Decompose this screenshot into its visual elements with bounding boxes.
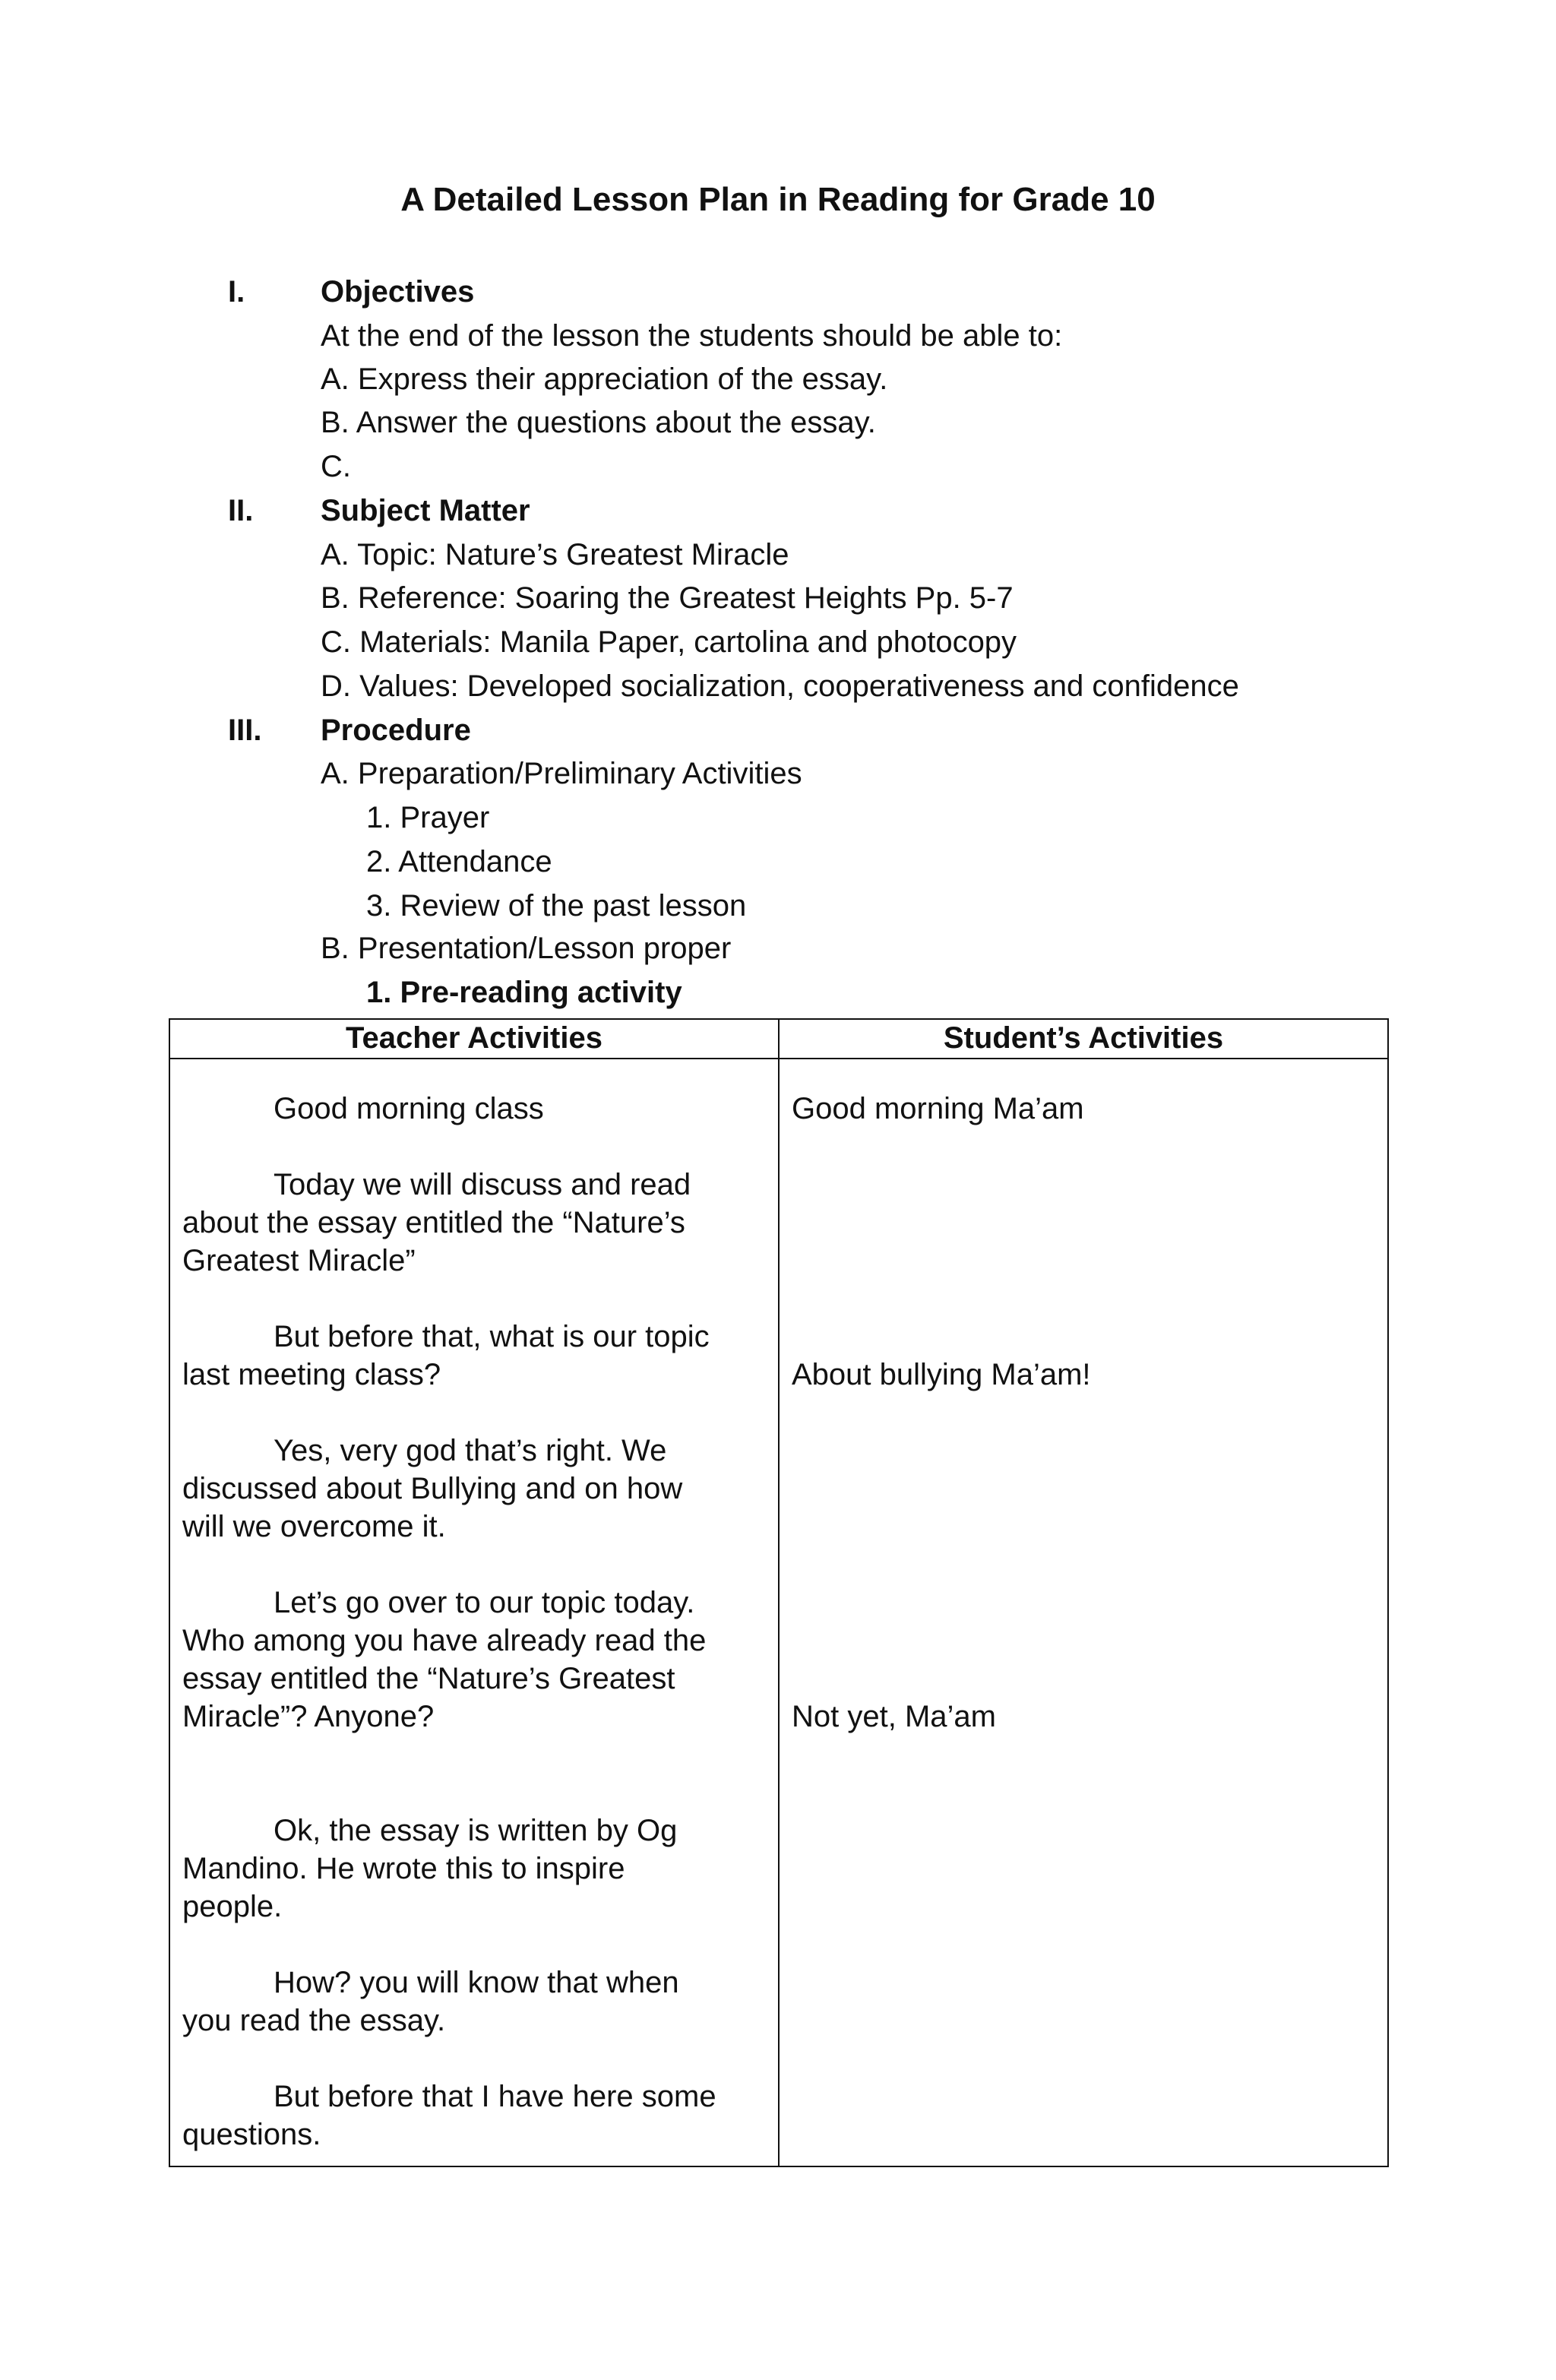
student-activities-cell <box>779 1059 1388 2166</box>
objectives-intro: At the end of the lesson the students should be able to: <box>321 319 1063 353</box>
subject-matter-item: B. Reference: Soaring the Greatest Heights Pp. 5-7 <box>321 581 1014 615</box>
teacher-entry: Yes, very god that’s right. We discussed about Bullying and on how will we overcome it. <box>182 1434 683 1543</box>
objective-item: A. Express their appreciation of the essay. <box>321 362 888 396</box>
document-title: A Detailed Lesson Plan in Reading for Grade 10 <box>400 181 1156 218</box>
student-entry: Good morning Ma’am <box>792 1092 1084 1125</box>
objectives-numeral: I. <box>228 275 245 309</box>
objective-item: C. <box>321 450 351 483</box>
pre-reading-heading: 1. Pre-reading activity <box>366 976 682 1009</box>
objectives-heading: Objectives <box>321 275 475 309</box>
teacher-entry: Ok, the essay is written by Og Mandino. He wrote this to inspire people. <box>182 1814 678 1923</box>
objective-item: B. Answer the questions about the essay. <box>321 406 876 439</box>
student-activities-header: Student’s Activities <box>779 1019 1388 1059</box>
teacher-activities-header: Teacher Activities <box>169 1019 779 1059</box>
procedure-heading: Procedure <box>321 714 471 747</box>
teacher-entry: But before that I have here some questions. <box>182 2080 716 2151</box>
student-entry: About bullying Ma’am! <box>792 1358 1091 1391</box>
activities-table <box>169 1018 1389 2167</box>
teacher-entry: Good morning class <box>274 1092 544 1125</box>
preparation-item: 1. Prayer <box>366 801 490 834</box>
teacher-entry: Today we will discuss and read about the essay entitled the “Nature’s Greatest Miracle” <box>182 1168 691 1277</box>
subject-matter-numeral: II. <box>228 494 254 527</box>
teacher-entry: But before that, what is our topic last meeting class? <box>182 1320 710 1391</box>
preparation-item: 3. Review of the past lesson <box>366 889 747 923</box>
teacher-activities-cell <box>169 1059 779 2166</box>
subject-matter-item: A. Topic: Nature’s Greatest Miracle <box>321 538 789 571</box>
teacher-entry: How? you will know that when you read the essay. <box>182 1966 679 2037</box>
teacher-entry: Let’s go over to our topic today. Who among you have already read the essay entitled the “Nature’s Greatest Miracle”? Anyone? <box>182 1586 707 1733</box>
preparation-item: 2. Attendance <box>366 845 552 878</box>
procedure-presentation: B. Presentation/Lesson proper <box>321 932 732 965</box>
procedure-preparation: A. Preparation/Preliminary Activities <box>321 757 802 790</box>
subject-matter-item: D. Values: Developed socialization, cooperativeness and confidence <box>321 669 1239 703</box>
procedure-numeral: III. <box>228 714 262 747</box>
subject-matter-heading: Subject Matter <box>321 494 530 527</box>
student-entry: Not yet, Ma’am <box>792 1700 996 1733</box>
subject-matter-item: C. Materials: Manila Paper, cartolina and photocopy <box>321 625 1017 659</box>
